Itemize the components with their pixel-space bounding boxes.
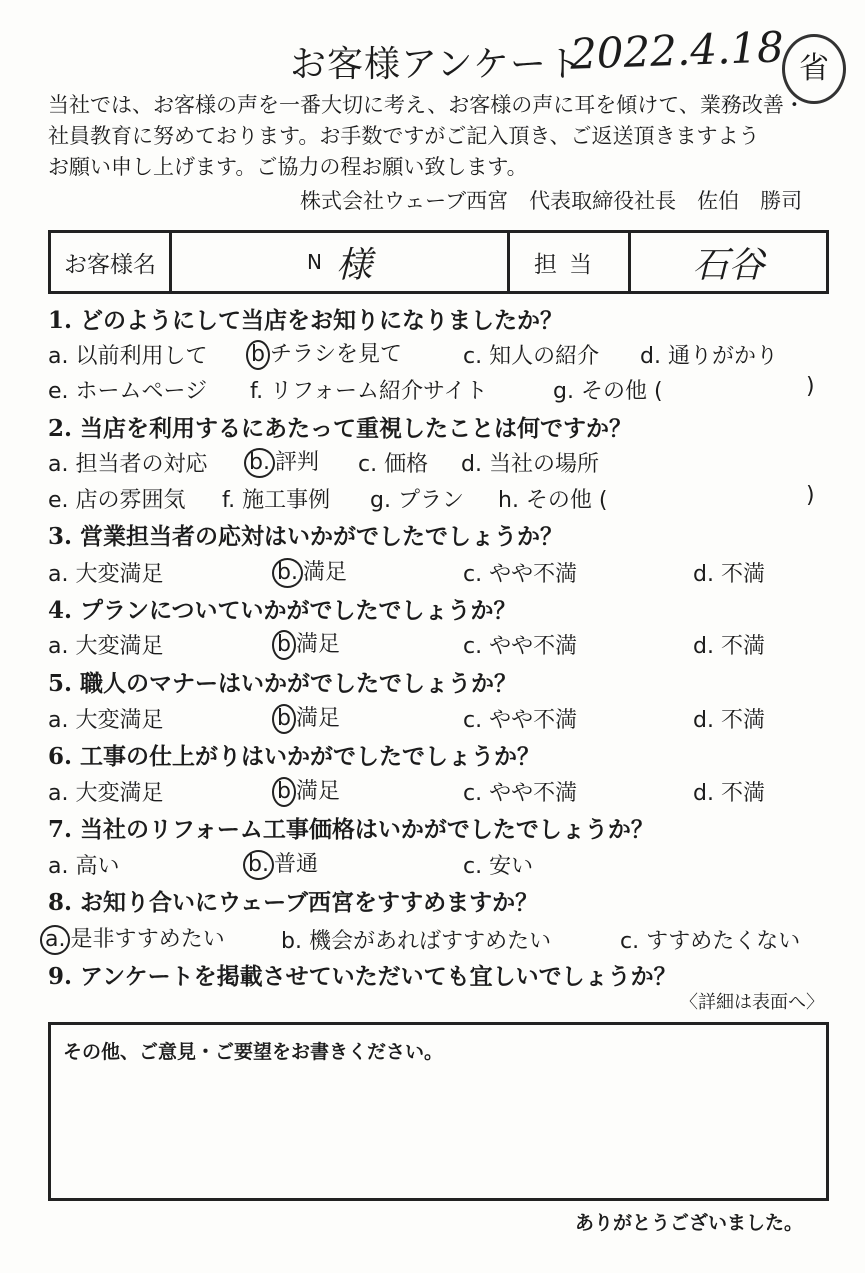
intro-text xyxy=(48,90,838,183)
question-6: 6. 工事の仕上がりはいかがでしたでしょうか？ xyxy=(48,743,541,770)
q1-option-b-selected[interactable]: b チラシを見て xyxy=(246,337,402,370)
question-9: 9. アンケートを掲載させていただいても宜しいでしょうか？ xyxy=(48,963,677,990)
comment-label: その他、ご意見・ご要望をお書きください。 xyxy=(63,1041,444,1063)
comment-box[interactable] xyxy=(48,1022,829,1201)
q5-option-c[interactable]: c. やや不満 xyxy=(463,708,578,733)
q3-option-c[interactable]: c. やや不満 xyxy=(463,562,578,587)
q3-option-d[interactable]: d. 不満 xyxy=(693,562,765,587)
q1-option-f[interactable]: f. リフォーム紹介サイト xyxy=(250,379,488,404)
stamp-seal: 省 xyxy=(782,34,846,104)
selection-circle: b xyxy=(272,630,296,660)
customer-suffix: 様 xyxy=(335,244,372,286)
q2-option-c[interactable]: c. 価格 xyxy=(358,452,429,477)
q6-option-a[interactable]: a. 大変満足 xyxy=(48,781,164,806)
q1-option-g-close: ) xyxy=(806,374,815,399)
q2-option-h[interactable]: h. その他 ( xyxy=(498,488,608,513)
staff-name: 石谷 xyxy=(692,244,765,286)
q4-option-d[interactable]: d. 不満 xyxy=(693,634,765,659)
question-3: 3. 営業担当者の応対はいかがでしたでしょうか？ xyxy=(48,523,564,550)
q6-option-d[interactable]: d. 不満 xyxy=(693,781,765,806)
selection-circle: b. xyxy=(272,558,303,588)
intro-line-3: お願い申し上げます。ご協力の程お願い致します。 xyxy=(48,155,528,179)
q2-option-f[interactable]: f. 施工事例 xyxy=(222,488,331,513)
q8-option-a-selected[interactable]: a. 是非すすめたい xyxy=(40,922,225,955)
handwritten-date: 2022.4.18 xyxy=(569,22,785,79)
survey-title: お客様アンケート xyxy=(290,44,584,85)
q2-option-a[interactable]: a. 担当者の対応 xyxy=(48,452,208,477)
intro-line-1: 当社では、お客様の声を一番大切に考え、お客様の声に耳を傾けて、業務改善・ xyxy=(48,93,805,117)
q2-option-b-selected[interactable]: b. 評判 xyxy=(244,445,319,478)
q4-option-c[interactable]: c. やや不満 xyxy=(463,634,578,659)
thanks-text: ありがとうございました。 xyxy=(575,1212,804,1234)
question-4: 4. プランについていかがでしたでしょうか？ xyxy=(48,597,517,624)
question-2: 2. 当店を利用するにあたって重視したことは何ですか？ xyxy=(48,415,633,442)
q1-option-g[interactable]: g. その他 ( xyxy=(553,379,663,404)
q2-option-d[interactable]: d. 当社の場所 xyxy=(461,452,599,477)
selection-circle: b xyxy=(272,777,296,807)
q2-option-e[interactable]: e. 店の雰囲気 xyxy=(48,488,186,513)
company-signature: 株式会社ウェーブ西宮 代表取締役社長 佐伯 勝司 xyxy=(300,189,803,213)
q6-option-c[interactable]: c. やや不満 xyxy=(463,781,578,806)
q7-option-b-selected[interactable]: b. 普通 xyxy=(243,847,318,880)
selection-circle: a. xyxy=(40,925,70,955)
q1-option-d[interactable]: d. 通りがかり xyxy=(640,344,778,369)
selection-circle: b xyxy=(246,340,270,370)
customer-name-field[interactable] xyxy=(172,233,510,291)
selection-circle: b. xyxy=(244,448,275,478)
customer-staff-box xyxy=(48,230,829,294)
question-8: 8. お知り合いにウェーブ西宮をすすめますか？ xyxy=(48,889,539,916)
q5-option-d[interactable]: d. 不満 xyxy=(693,708,765,733)
staff-name-field[interactable] xyxy=(631,233,826,291)
q1-option-c[interactable]: c. 知人の紹介 xyxy=(463,344,600,369)
intro-line-2: 社員教育に努めております。お手数ですがご記入頂き、ご返送頂きますよう xyxy=(48,124,760,148)
q6-option-b-selected[interactable]: b 満足 xyxy=(272,774,340,807)
q4-option-b-selected[interactable]: b 満足 xyxy=(272,627,340,660)
detail-note: 〈詳細は表面へ〉 xyxy=(680,992,824,1013)
selection-circle: b xyxy=(272,704,296,734)
q7-option-c[interactable]: c. 安い xyxy=(463,854,534,879)
q1-option-e[interactable]: e. ホームページ xyxy=(48,379,208,404)
q8-option-b[interactable]: b. 機会があればすすめたい xyxy=(281,929,552,954)
q2-option-g[interactable]: g. プラン xyxy=(370,488,464,513)
selection-circle: b. xyxy=(243,850,274,880)
staff-label: 担当 xyxy=(510,233,631,291)
q5-option-b-selected[interactable]: b 満足 xyxy=(272,701,340,734)
q7-option-a[interactable]: a. 高い xyxy=(48,854,120,879)
q4-option-a[interactable]: a. 大変満足 xyxy=(48,634,164,659)
question-7: 7. 当社のリフォーム工事価格はいかがでしたでしょうか？ xyxy=(48,816,654,843)
q2-option-h-close: ) xyxy=(806,483,815,508)
q5-option-a[interactable]: a. 大変満足 xyxy=(48,708,164,733)
q3-option-a[interactable]: a. 大変満足 xyxy=(48,562,164,587)
customer-name-label: お客様名 xyxy=(51,233,172,291)
question-5: 5. 職人のマナーはいかがでしたでしょうか？ xyxy=(48,670,518,697)
q3-option-b-selected[interactable]: b. 満足 xyxy=(272,555,347,588)
question-1: 1. どのようにして当店をお知りになりましたか？ xyxy=(48,307,564,334)
customer-initial: N xyxy=(307,250,322,274)
q1-option-a[interactable]: a. 以前利用して xyxy=(48,344,208,369)
q8-option-c[interactable]: c. すすめたくない xyxy=(620,929,801,954)
